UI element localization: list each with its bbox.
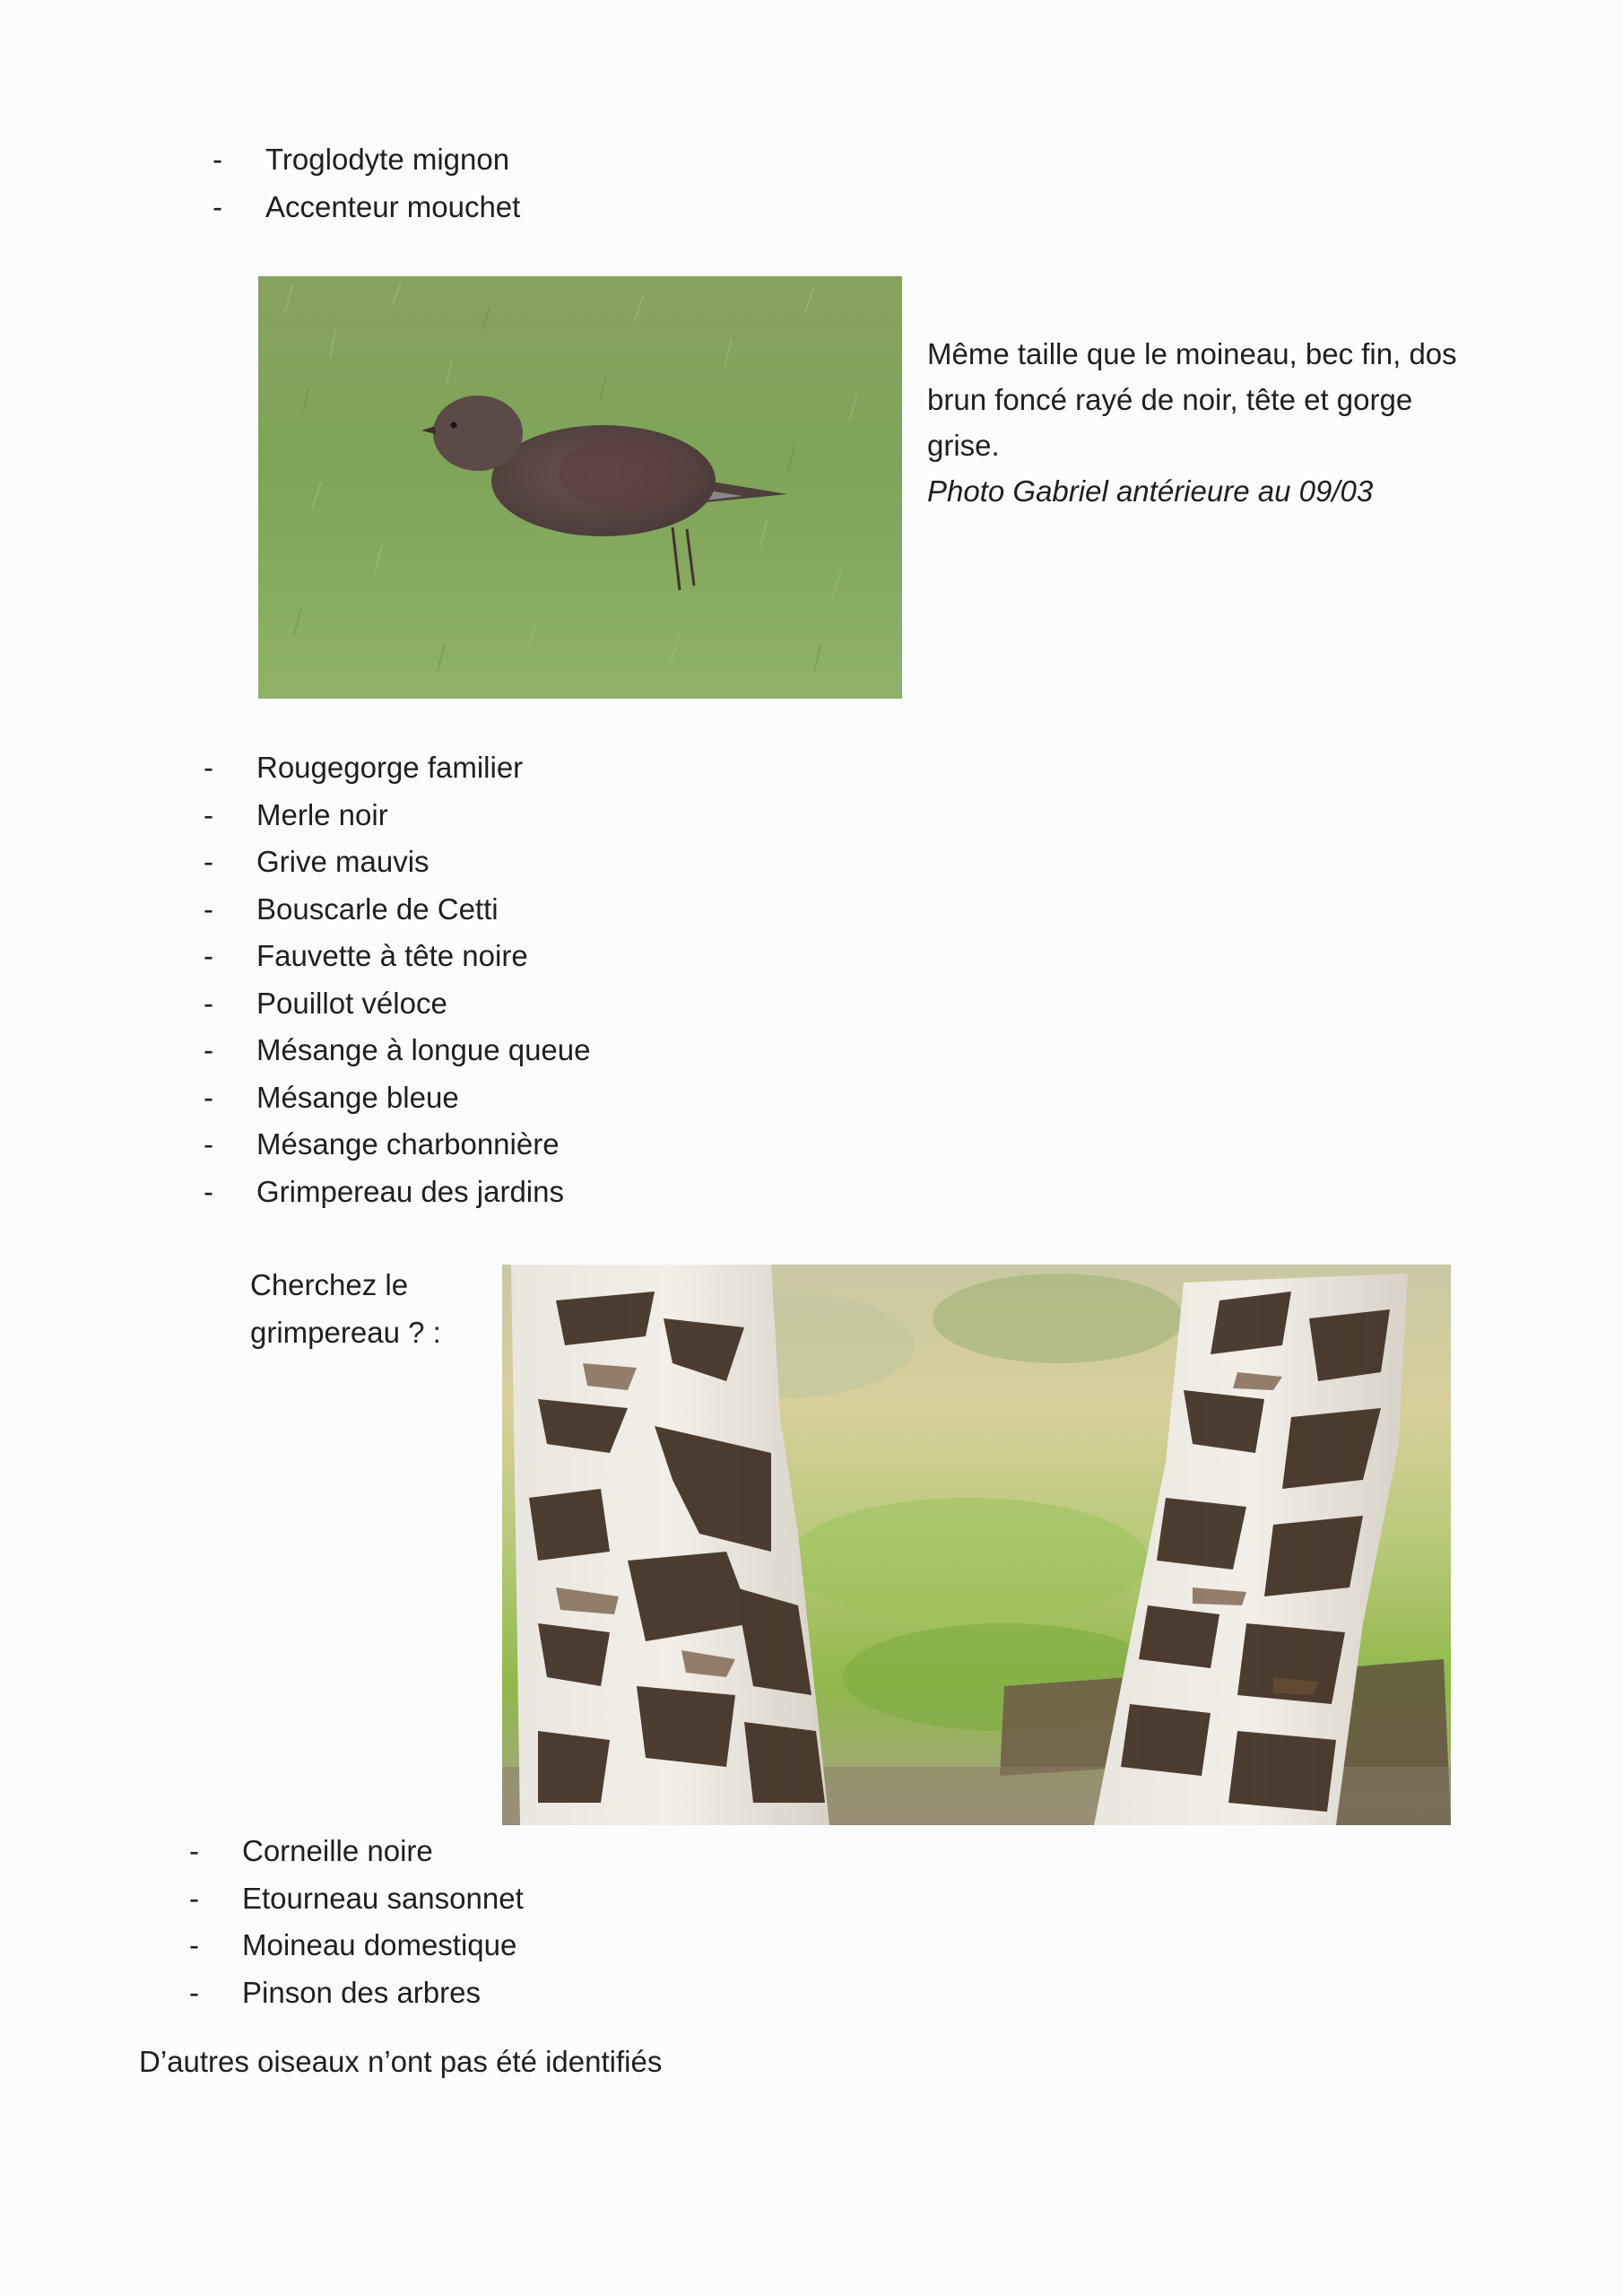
list-dash: -	[204, 1080, 213, 1114]
list-item	[204, 1027, 591, 1074]
species-list-bottom	[189, 1828, 524, 2016]
list-item	[204, 886, 590, 934]
species-name: Etourneau sansonnet	[242, 1881, 524, 1915]
list-item	[189, 1970, 524, 2017]
species-name: Troglodyte mignon	[265, 143, 510, 176]
species-name: Pinson des arbres	[242, 1975, 481, 2009]
photo-caption	[927, 331, 1591, 514]
list-dash: -	[189, 1975, 199, 2009]
list-dash: -	[204, 1174, 213, 1208]
list-item	[204, 980, 590, 1028]
species-name: Mésange à longue queue	[256, 1033, 591, 1066]
species-name: Grive mauvis	[256, 845, 430, 878]
list-dash: -	[189, 1881, 199, 1915]
search-prompt-line: grimpereau ? :	[250, 1316, 441, 1349]
list-item	[204, 744, 590, 792]
list-item	[204, 1074, 590, 1122]
species-name: Mésange bleue	[256, 1080, 459, 1114]
search-prompt-line: Cherchez le	[250, 1268, 409, 1301]
species-name: Merle noir	[256, 797, 388, 831]
list-dash: -	[204, 1127, 213, 1161]
list-dash: -	[204, 939, 213, 972]
species-name: Mésange charbonnière	[256, 1127, 560, 1161]
list-item	[204, 792, 590, 839]
species-name: Corneille noire	[242, 1834, 433, 1867]
caption-line: brun foncé rayé de noir, tête et gorge	[927, 383, 1413, 416]
species-name: Rougegorge familier	[256, 751, 524, 784]
species-name: Bouscarle de Cetti	[256, 891, 499, 926]
list-dash: -	[204, 986, 213, 1020]
list-dash: -	[213, 189, 222, 223]
caption-line: Même taille que le moineau, bec fin, dos	[927, 337, 1457, 370]
list-dash: -	[189, 1928, 199, 1961]
species-name: Accenteur mouchet	[265, 189, 521, 223]
list-dash: -	[204, 797, 213, 831]
list-dash: -	[204, 845, 213, 878]
list-item	[189, 1922, 524, 1970]
list-item	[204, 1121, 590, 1169]
list-item	[213, 136, 520, 184]
list-dash: -	[204, 891, 213, 926]
list-item	[204, 933, 590, 980]
list-dash: -	[204, 1033, 213, 1066]
list-dash: -	[213, 143, 222, 176]
caption-line: grise.	[927, 429, 1000, 462]
closing-note: D’autres oiseaux n’ont pas été identifiés	[139, 2045, 663, 2078]
list-item	[204, 839, 590, 886]
search-prompt	[250, 1261, 441, 1356]
list-item	[213, 184, 521, 231]
species-name: Pouillot véloce	[256, 986, 447, 1020]
dunnock-photo	[258, 276, 902, 699]
list-dash: -	[204, 751, 213, 784]
list-item	[189, 1875, 524, 1923]
photo-credit: Photo Gabriel antérieure au 09/03	[927, 474, 1374, 508]
species-list-top	[213, 136, 521, 230]
list-item	[189, 1828, 524, 1875]
species-list-middle	[204, 744, 591, 1215]
species-name: Moineau domestique	[242, 1928, 517, 1961]
list-item	[204, 1169, 590, 1216]
species-name: Grimpereau des jardins	[256, 1174, 564, 1208]
list-dash: -	[189, 1834, 199, 1867]
birch-trees-photo	[502, 1265, 1451, 1825]
species-name: Fauvette à tête noire	[256, 939, 528, 972]
